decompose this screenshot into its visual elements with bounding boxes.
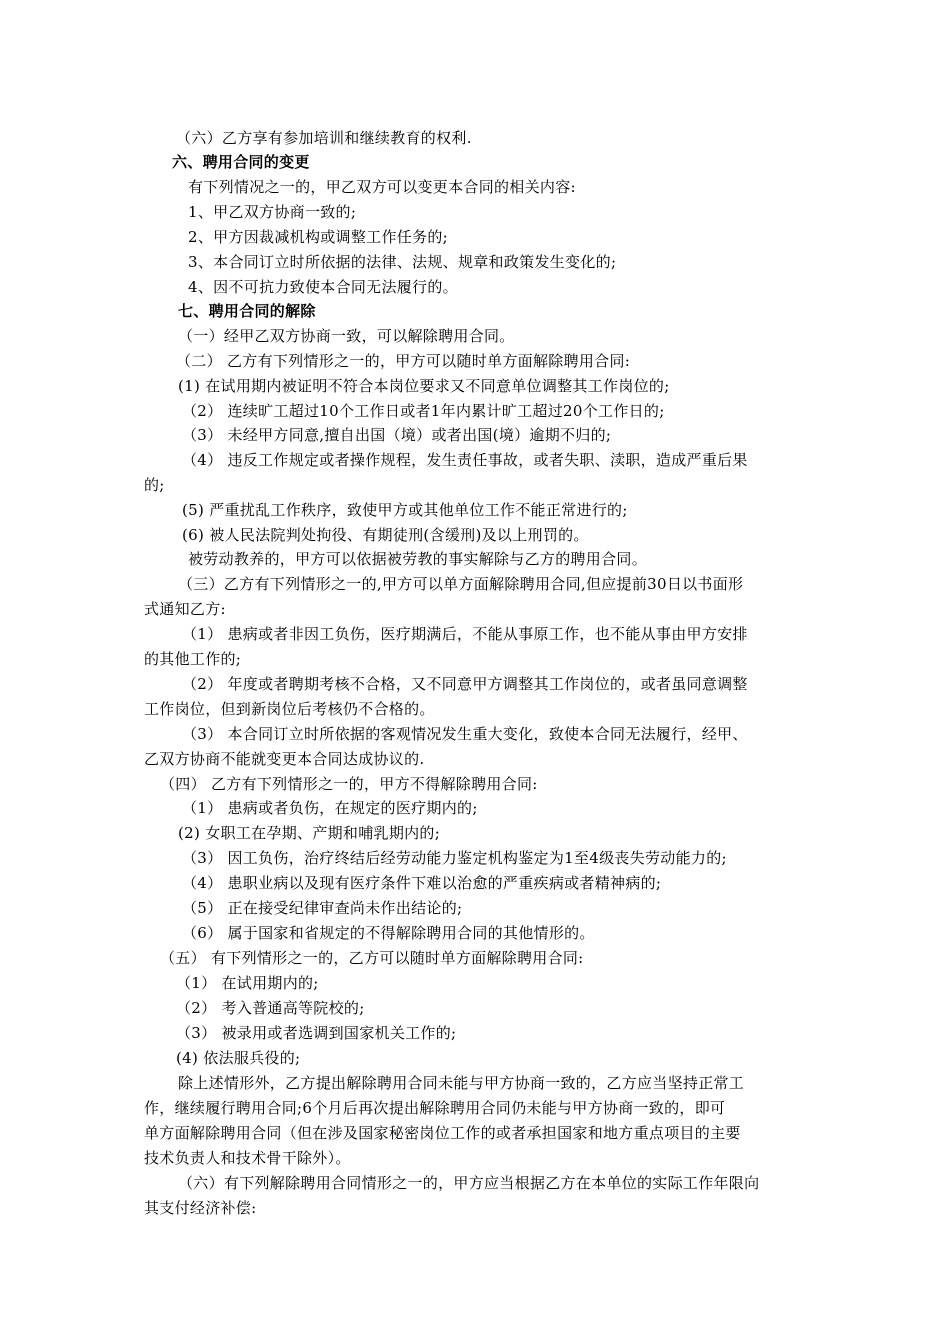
list-item: （6） 属于国家和省规定的不得解除聘用合同的其他情形的。 (182, 924, 595, 942)
paragraph-line: 被劳动教养的，甲方可以依据被劳教的事实解除与乙方的聘用合同。 (188, 550, 648, 568)
list-item: 4、因不可抗力致使本合同无法履行的。 (188, 278, 458, 296)
list-item: （1） 患病或者非因工负伤，医疗期满后，不能从事原工作，也不能从事由甲方安排 (182, 625, 748, 643)
list-item: （3） 被录用或者选调到国家机关工作的; (176, 1024, 457, 1042)
list-item: 1、甲乙双方协商一致的; (188, 203, 357, 221)
list-item: （4） 患职业病以及现有医疗条件下难以治愈的严重疾病或者精神病的; (182, 874, 662, 892)
list-item: （4） 违反工作规定或者操作规程，发生责任事故，或者失职、渎职，造成严重后果 (182, 451, 748, 469)
paragraph-line: （六）有下列解除聘用合同情形之一的，甲方应当根据乙方在本单位的实际工作年限向 (178, 1174, 760, 1192)
list-item: （1） 患病或者负伤，在规定的医疗期内的; (182, 799, 478, 817)
paragraph-line: （六）乙方享有参加培训和继续教育的权利. (176, 129, 472, 147)
list-item: （3） 本合同订立时所依据的客观情况发生重大变化，致使本合同无法履行，经甲、 (182, 725, 748, 743)
paragraph-continuation: 其支付经济补偿: (144, 1199, 257, 1217)
paragraph-line: （二） 乙方有下列情形之一的，甲方可以随时单方面解除聘用合同: (176, 352, 631, 370)
list-item: (6) 被人民法院判处拘役、有期徒刑(含缓刑)及以上刑罚的。 (182, 526, 589, 544)
section-heading: 六、聘用合同的变更 (172, 153, 310, 171)
list-item: （3） 因工负伤，治疗终结后经劳动能力鉴定机构鉴定为1至4级丧失劳动能力的; (182, 849, 727, 867)
paragraph-line: 除上述情形外，乙方提出解除聘用合同未能与甲方协商一致的，乙方应当坚持正常工 (178, 1074, 745, 1092)
list-item: （2） 年度或者聘期考核不合格，又不同意甲方调整其工作岗位的，或者虽同意调整 (182, 675, 748, 693)
list-item: (4) 依法服兵役的; (176, 1049, 301, 1067)
paragraph-line: 有下列情况之一的，甲乙双方可以变更本合同的相关内容: (188, 178, 576, 196)
list-item-continuation: 的; (144, 476, 165, 494)
list-item: (1) 在试用期内被证明不符合本岗位要求又不同意单位调整其工作岗位的; (178, 377, 670, 395)
paragraph-continuation: 单方面解除聘用合同（但在涉及国家秘密岗位工作的或者承担国家和地方重点项目的主要 (144, 1124, 741, 1142)
list-item: （2） 连续旷工超过10个工作日或者1年内累计旷工超过20个工作日的; (182, 402, 665, 420)
list-item: （2） 考入普通高等院校的; (176, 999, 365, 1017)
list-item-continuation: 乙双方协商不能就变更本合同达成协议的. (144, 750, 425, 768)
list-item: （5） 正在接受纪律审查尚未作出结论的; (182, 899, 463, 917)
list-item-continuation: 的其他工作的; (144, 650, 242, 668)
list-item: （1） 在试用期内的; (176, 974, 319, 992)
list-item: (5) 严重扰乱工作秩序，致使甲方或其他单位工作不能正常进行的; (182, 501, 628, 519)
paragraph-line: （三）乙方有下列情形之一的,甲方可以单方面解除聘用合同,但应提前30日以书面形 (178, 575, 744, 593)
paragraph-line: （四） 乙方有下列情形之一的，甲方不得解除聘用合同: (160, 775, 538, 793)
paragraph-line: （五） 有下列情形之一的，乙方可以随时单方面解除聘用合同: (160, 949, 584, 967)
paragraph-line: （一）经甲乙双方协商一致，可以解除聘用合同。 (178, 327, 515, 345)
paragraph-continuation: 式通知乙方: (144, 600, 226, 618)
paragraph-continuation: 技术负责人和技术骨干除外）。 (144, 1149, 351, 1167)
list-item-continuation: 工作岗位，但到新岗位后考核仍不合格的。 (144, 700, 435, 718)
paragraph-continuation: 作，继续履行聘用合同;6个月后再次提出解除聘用合同仍未能与甲方协商一致的，即可 (144, 1099, 726, 1117)
list-item: 3、本合同订立时所依据的法律、法规、规章和政策发生变化的; (188, 253, 617, 271)
list-item: （3） 未经甲方同意,擅自出国（境）或者出国(境）逾期不归的; (182, 426, 612, 444)
list-item: 2、甲方因裁减机构或调整工作任务的; (188, 228, 448, 246)
list-item: (2) 女职工在孕期、产期和哺乳期内的; (178, 824, 441, 842)
section-heading: 七、聘用合同的解除 (178, 302, 316, 320)
